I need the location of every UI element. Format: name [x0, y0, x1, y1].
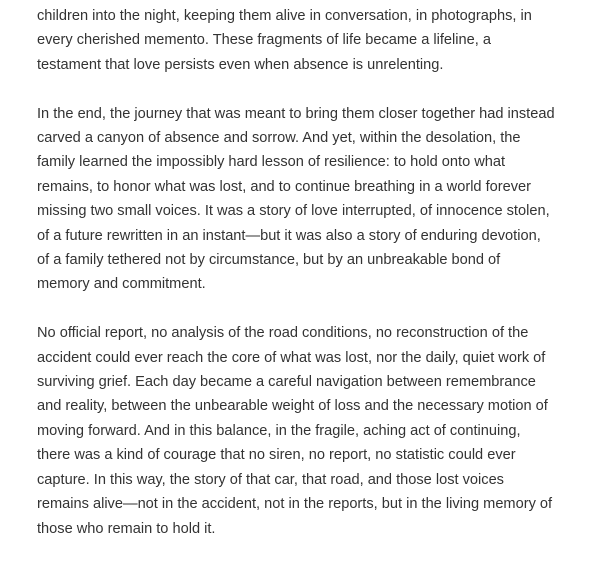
text-line: No official report, no analysis of the road conditions, no reconstruction of the	[37, 325, 529, 342]
text-line: of a family tethered not by circumstance, but by an unbreakable bond of	[37, 252, 501, 269]
text-line: of a future rewritten in an instant—but it was also a story of enduring devotion,	[37, 227, 541, 244]
paragraph-3	[37, 321, 597, 541]
text-line: memory and commitment.	[37, 276, 206, 293]
text-line: there was a kind of courage that no siren, no report, no statistic could ever	[37, 447, 516, 464]
paragraph-2	[37, 102, 597, 297]
text-line: family learned the impossibly hard lesson of resilience: to hold onto what	[37, 154, 506, 171]
text-line: and reality, between the unbearable weight of loss and the necessary motion of	[37, 398, 548, 415]
text-line: testament that love persists even when absence is unrelenting.	[37, 56, 444, 73]
text-line: capture. In this way, the story of that car, that road, and those lost voices	[37, 471, 504, 488]
text-line: missing two small voices. It was a story of love interrupted, of innocence stolen,	[37, 203, 550, 220]
article-body	[37, 4, 597, 565]
text-line: every cherished memento. These fragments of life became a lifeline, a	[37, 32, 491, 49]
paragraph-1	[37, 4, 597, 77]
text-line: those who remain to hold it.	[37, 520, 216, 537]
text-line: surviving grief. Each day became a careful navigation between remembrance	[37, 374, 536, 391]
text-line: In the end, the journey that was meant to bring them closer together had instead	[37, 105, 555, 122]
text-line: carved a canyon of absence and sorrow. And yet, within the desolation, the	[37, 130, 521, 147]
text-line: accident could ever reach the core of what was lost, nor the daily, quiet work of	[37, 349, 546, 366]
text-line: remains alive—not in the accident, not in the reports, but in the living memory of	[37, 496, 553, 513]
text-line: moving forward. And in this balance, in the fragile, aching act of continuing,	[37, 422, 521, 439]
text-line: remains, to honor what was lost, and to continue breathing in a world forever	[37, 178, 532, 195]
text-line: children into the night, keeping them alive in conversation, in photographs, in	[37, 8, 532, 24]
